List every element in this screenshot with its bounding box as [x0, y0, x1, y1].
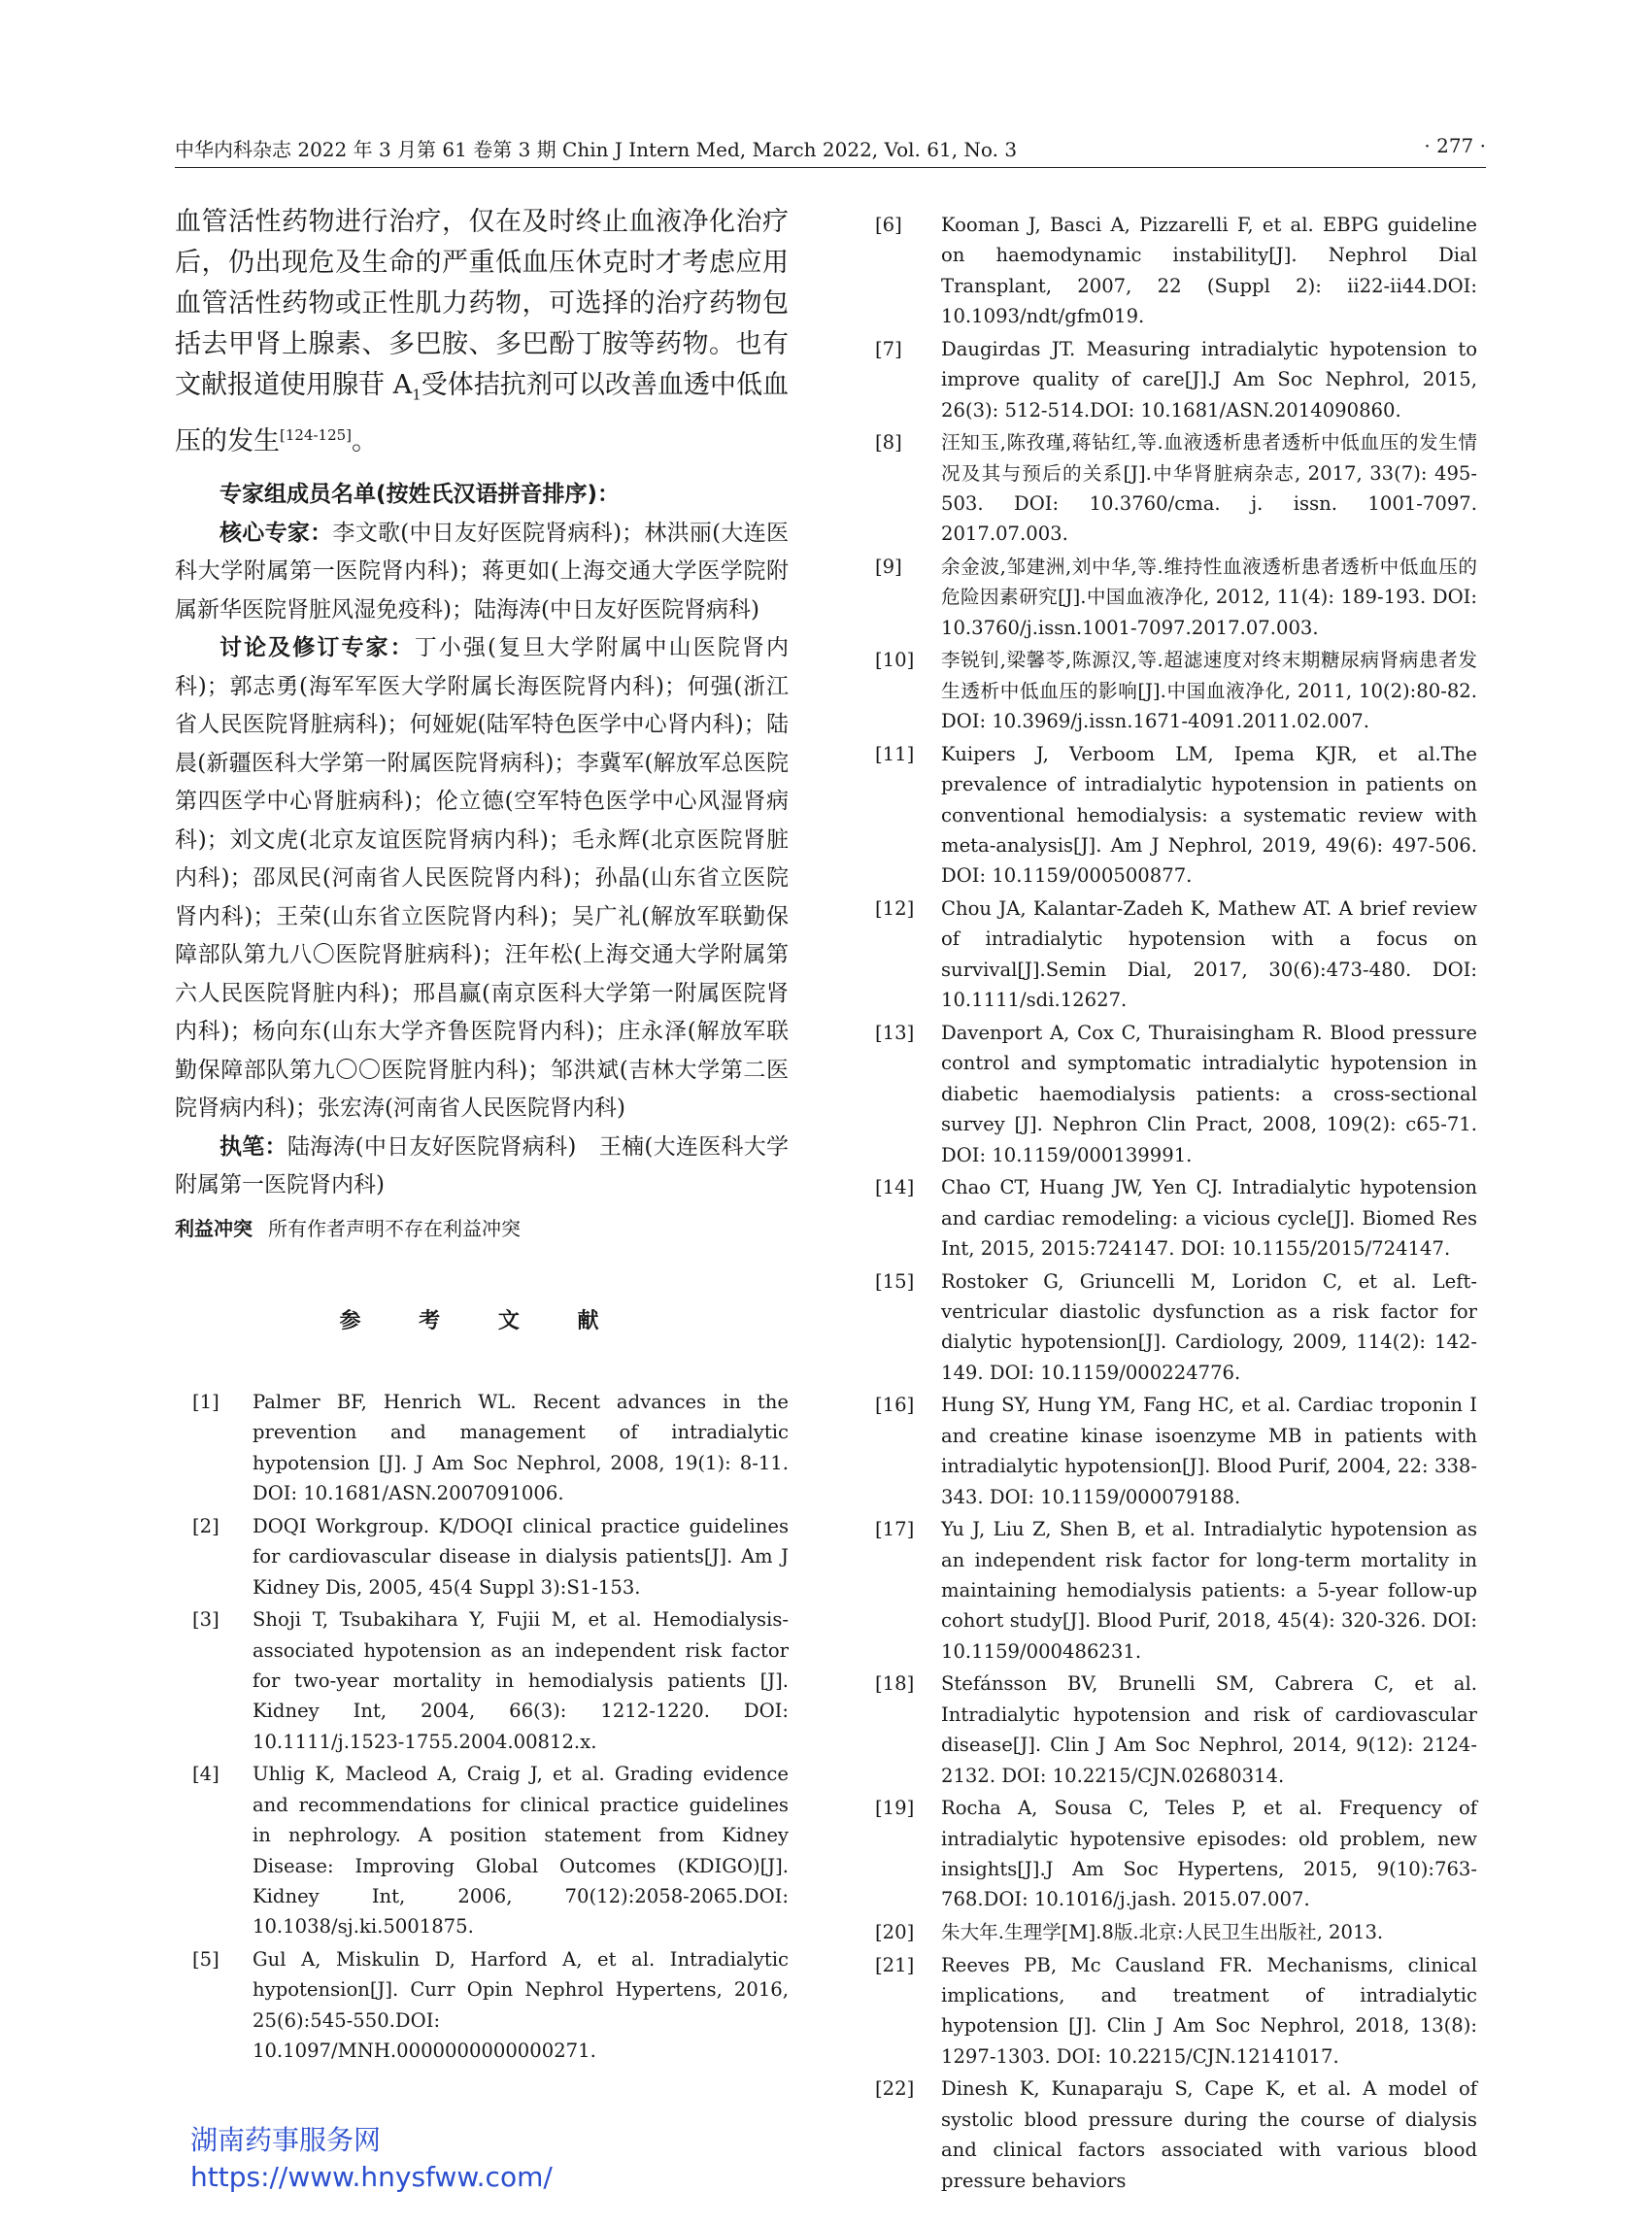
footer-site-name: 湖南药事服务网	[190, 2124, 382, 2156]
reference-text: Shoji T, Tsubakihara Y, Fujii M, et al. Hemodialysis-associated hypotension as an independent risk factor for two-year mortality in hemodialysis patients [J]. Kidney Int, 2004, 66(3): 1212-1220. DOI: 10.1111/j.1523-1755.2004.00812.x.	[253, 1608, 789, 1753]
journal-citation: 中华内科杂志 2022 年 3 月第 61 卷第 3 期 Chin J Intern Med, March 2022, Vol. 61, No. 3	[175, 138, 1018, 161]
core-experts-label: 核心专家：	[219, 520, 333, 546]
reference-text: Kuipers J, Verboom LM, Ipema KJR, et al.The prevalence of intradialytic hypotension in patients on conventional hemodialysis: a systematic review with meta-analysis[J]. Am J Nephrol, 2019, 49(6): 497-506. DOI: 10.1159/000500877.	[941, 742, 1477, 888]
reference-item	[877, 1950, 1477, 2073]
reference-text: Chou JA, Kalantar-Zadeh K, Mathew AT. A brief review of intradialytic hypotension with a focus on survival[J].Semin Dial, 2017, 30(6):473-480. DOI: 10.1111/sdi.12627.	[941, 897, 1477, 1012]
reference-item	[877, 1172, 1477, 1264]
body-end-mark: 。	[352, 426, 379, 457]
reference-item	[877, 1018, 1477, 1170]
reference-item	[175, 1759, 789, 1941]
body-paragraph	[175, 202, 789, 462]
reference-number: [3]	[192, 1608, 219, 1632]
conflict-label: 利益冲突	[175, 1216, 253, 1240]
reference-text: 余金波,邹建洲,刘中华,等.维持性血液透析患者透析中低血压的危险因素研究[J].中国血液净化, 2012, 11(4): 189-193. DOI: 10.3760/j.issn.1001-7097.2017.07.003.	[941, 556, 1477, 639]
references-list-right	[877, 210, 1477, 2196]
reference-number: [22]	[875, 2077, 915, 2101]
reference-number: [6]	[875, 214, 902, 236]
reference-text: Chao CT, Huang JW, Yen CJ. Intradialytic hypotension and cardiac remodeling: a vicious cycle[J]. Biomed Res Int, 2015, 2015:724147. DOI: 10.1155/2015/724147.	[941, 1176, 1477, 1260]
reference-item	[877, 1390, 1477, 1512]
reference-number: [11]	[875, 742, 915, 765]
writers	[175, 1129, 789, 1205]
body-text-before: 血管活性药物进行治疗，仅在及时终止血液净化治疗后，仍出现危及生命的严重低血压休克时才考虑应用血管活性药物或正性肌力药物，可选择的治疗药物包括去甲肾上腺素、多巴胺、多巴酚丁胺等药物。也有文献报道使用腺苷 A	[175, 207, 789, 400]
conflict-text: 所有作者声明不存在利益冲突	[268, 1216, 521, 1240]
page-number: · 277 ·	[1424, 134, 1486, 157]
reference-number: [10]	[875, 649, 915, 672]
reference-text: Dinesh K, Kunaparaju S, Cape K, et al. A model of systolic blood pressure during the course of dialysis and clinical factors associated with various blood pressure behaviors	[941, 2077, 1477, 2192]
reference-number: [12]	[875, 897, 915, 921]
references-title: 参 考 文 献	[339, 1308, 624, 1333]
reference-text: Kooman J, Basci A, Pizzarelli F, et al. EBPG guideline on haemodynamic instability[J]. Nephrol Dial Transplant, 2007, 22 (Suppl 2): ii22-ii44.DOI: 10.1093/ndt/gfm019.	[941, 214, 1477, 328]
running-header	[175, 132, 1486, 168]
citation-marker: [124-125]	[280, 426, 353, 445]
reference-text: Palmer BF, Henrich WL. Recent advances in the prevention and management of intradialytic hypotension [J]. J Am Soc Nephrol, 2008, 19(1): 8-11. DOI: 10.1681/ASN.2007091006.	[253, 1390, 789, 1505]
reference-text: Stefánsson BV, Brunelli SM, Cabrera C, et al. Intradialytic hypotension and risk of cardiovascular disease[J]. Clin J Am Soc Nephrol, 2014, 9(12): 2124-2132. DOI: 10.2215/CJN.02680314.	[941, 1672, 1477, 1787]
experts-title: 专家组成员名单(按姓氏汉语拼音排序)：	[219, 482, 621, 508]
core-experts-text: 李文歌(中日友好医院肾病科)；林洪丽(大连医科大学附属第一医院肾内科)；蒋更如(上海交通大学医学院附属新华医院肾脏风湿免疫科)；陆海涛(中日友好医院肾病科)	[175, 520, 790, 623]
reference-item	[877, 427, 1477, 550]
reference-number: [5]	[192, 1947, 219, 1971]
reference-number: [15]	[875, 1269, 915, 1293]
reference-text: Uhlig K, Macleod A, Craig J, et al. Grading evidence and recommendations for clinical practice guidelines in nephrology. A position statement from Kidney Disease: Improving Global Outcomes (KDIGO)[J]. Kidney Int, 2006, 70(12):2058-2065.DOI: 10.1038/sj.ki.5001875.	[253, 1763, 789, 1938]
body-text-after: 受体拮抗剂可以改善血透中低血压的发生	[175, 370, 789, 457]
reference-text: Daugirdas JT. Measuring intradialytic hypotension to improve quality of care[J].J Am Soc Nephrol, 2015, 26(3): 512-514.DOI: 10.1681/ASN.2014090860.	[941, 337, 1477, 421]
reference-text: Hung SY, Hung YM, Fang HC, et al. Cardiac troponin I and creatine kinase isoenzyme MB in patients with intradialytic hypotension[J]. Blood Purif, 2004, 22: 338-343. DOI: 10.1159/000079188.	[941, 1394, 1477, 1508]
writers-label: 执笔：	[219, 1133, 287, 1160]
reference-number: [7]	[875, 337, 902, 360]
reference-text: Yu J, Liu Z, Shen B, et al. Intradialytic hypotension as an independent risk factor for long-term mortality in maintaining hemodialysis patients: a 5-year follow-up cohort study[J]. Blood Purif, 2018, 45(4): 320-326. DOI: 10.1159/000486231.	[941, 1518, 1477, 1663]
discussion-experts-label: 讨论及修订专家：	[219, 635, 415, 661]
reference-text: 李锐钊,梁馨苓,陈源汉,等.超滤速度对终末期糖尿病肾病患者发生透析中低血压的影响[J].中国血液净化, 2011, 10(2):80-82. DOI: 10.3969/j.issn.1671-4091.2011.02.007.	[941, 649, 1477, 733]
reference-number: [13]	[875, 1021, 915, 1044]
reference-item	[175, 1604, 789, 1757]
reference-number: [1]	[192, 1390, 219, 1413]
writers-text: 陆海涛(中日友好医院肾病科) 王楠(大连医科大学附属第一医院肾内科)	[175, 1133, 790, 1198]
reference-number: [17]	[875, 1518, 915, 1541]
discussion-experts	[175, 629, 789, 1129]
reference-item	[877, 645, 1477, 736]
reference-text: 朱大年.生理学[M].8版.北京:人民卫生出版社, 2013.	[941, 1920, 1384, 1943]
reference-number: [2]	[192, 1514, 219, 1537]
reference-item	[877, 739, 1477, 892]
reference-item	[877, 2073, 1477, 2196]
left-column	[175, 202, 789, 2069]
reference-number: [8]	[875, 431, 902, 455]
reference-item	[877, 893, 1477, 1016]
conflict-of-interest	[175, 1213, 789, 1244]
reference-item	[175, 1944, 789, 2067]
reference-item	[877, 552, 1477, 643]
reference-item	[877, 334, 1477, 425]
reference-number: [4]	[192, 1763, 219, 1786]
reference-text: Davenport A, Cox C, Thuraisingham R. Blood pressure control and symptomatic intradialytic hypotension in diabetic haemodialysis patients: a cross-sectional survey [J]. Nephron Clin Pract, 2008, 109(2): c65-71. DOI: 10.1159/000139991.	[941, 1021, 1477, 1166]
reference-text: Reeves PB, Mc Causland FR. Mechanisms, clinical implications, and treatment of intradialytic hypotension [J]. Clin J Am Soc Nephrol, 2018, 13(8): 1297-1303. DOI: 10.2215/CJN.12141017.	[941, 1953, 1477, 2068]
references-list-left	[175, 1387, 789, 2067]
core-experts	[175, 515, 789, 630]
footer-watermark	[190, 2122, 553, 2196]
reference-number: [21]	[875, 1953, 915, 1976]
reference-number: [14]	[875, 1176, 915, 1199]
right-column	[877, 210, 1477, 2198]
discussion-experts-text: 丁小强(复旦大学附属中山医院肾内科)；郭志勇(海军军医大学附属长海医院肾内科)；何强(浙江省人民医院肾脏病科)；何娅妮(陆军特色医学中心肾内科)；陆晨(新疆医科大学第一附属医院肾病科)；李冀军(解放军总医院第四医学中心肾脏病科)；伦立德(空军特色医学中心风湿肾病科)；刘文虎(北京友谊医院肾病内科)；毛永辉(北京医院肾脏内科)；邵凤民(河南省人民医院肾内科)；孙晶(山东省立医院肾内科)；王荣(山东省立医院肾内科)；吴广礼(解放军联勤保障部队第九八〇医院肾脏病科)；汪年松(上海交通大学附属第六人民医院肾脏内科)；邢昌赢(南京医科大学第一附属医院肾内科)；杨向东(山东大学齐鲁医院肾内科)；庄永泽(解放军联勤保障部队第九〇〇医院肾脏内科)；邹洪斌(吉林大学第二医院肾病内科)；张宏涛(河南省人民医院肾内科)	[175, 635, 789, 1122]
reference-number: [20]	[875, 1920, 915, 1943]
reference-item	[877, 1266, 1477, 1389]
reference-number: [9]	[875, 556, 902, 579]
reference-text: Rocha A, Sousa C, Teles P, et al. Frequency of intradialytic hypotensive episodes: old problem, new insights[J].J Am Soc Hypertens, 2015, 9(10):763-768.DOI: 10.1016/j.jash. 2015.07.007.	[941, 1797, 1477, 1911]
reference-item	[175, 1511, 789, 1602]
reference-number: [19]	[875, 1797, 915, 1820]
reference-item	[877, 1917, 1477, 1947]
reference-text: Gul A, Miskulin D, Harford A, et al. Intradialytic hypotension[J]. Curr Opin Nephrol Hypertens, 2016, 25(6):545-550.DOI: 10.1097/MNH.0000000000000271.	[253, 1947, 789, 2063]
reference-number: [18]	[875, 1672, 915, 1696]
reference-text: Rostoker G, Griuncelli M, Loridon C, et al. Left-ventricular diastolic dysfunction as a risk factor for dialytic hypotension[J]. Cardiology, 2009, 114(2): 142-149. DOI: 10.1159/000224776.	[941, 1269, 1477, 1384]
reference-number: [16]	[875, 1394, 915, 1417]
reference-item	[877, 1514, 1477, 1667]
reference-text: DOQI Workgroup. K/DOQI clinical practice guidelines for cardiovascular disease in dialysis patients[J]. Am J Kidney Dis, 2005, 45(4 Suppl 3):S1-153.	[253, 1514, 789, 1599]
body-subscript: 1	[412, 386, 421, 404]
reference-text: 汪知玉,陈孜瑾,蒋钻红,等.血液透析患者透析中低血压的发生情况及其与预后的关系[J].中华肾脏病杂志, 2017, 33(7): 495-503. DOI: 10.3760/cma. j. issn. 1001-7097. 2017.07.003.	[941, 431, 1477, 546]
reference-item	[877, 1793, 1477, 1915]
reference-item	[877, 1669, 1477, 1791]
reference-item	[175, 1387, 789, 1509]
footer-url-link[interactable]: https://www.hnysfww.com/	[190, 2161, 553, 2193]
reference-item	[877, 210, 1477, 332]
